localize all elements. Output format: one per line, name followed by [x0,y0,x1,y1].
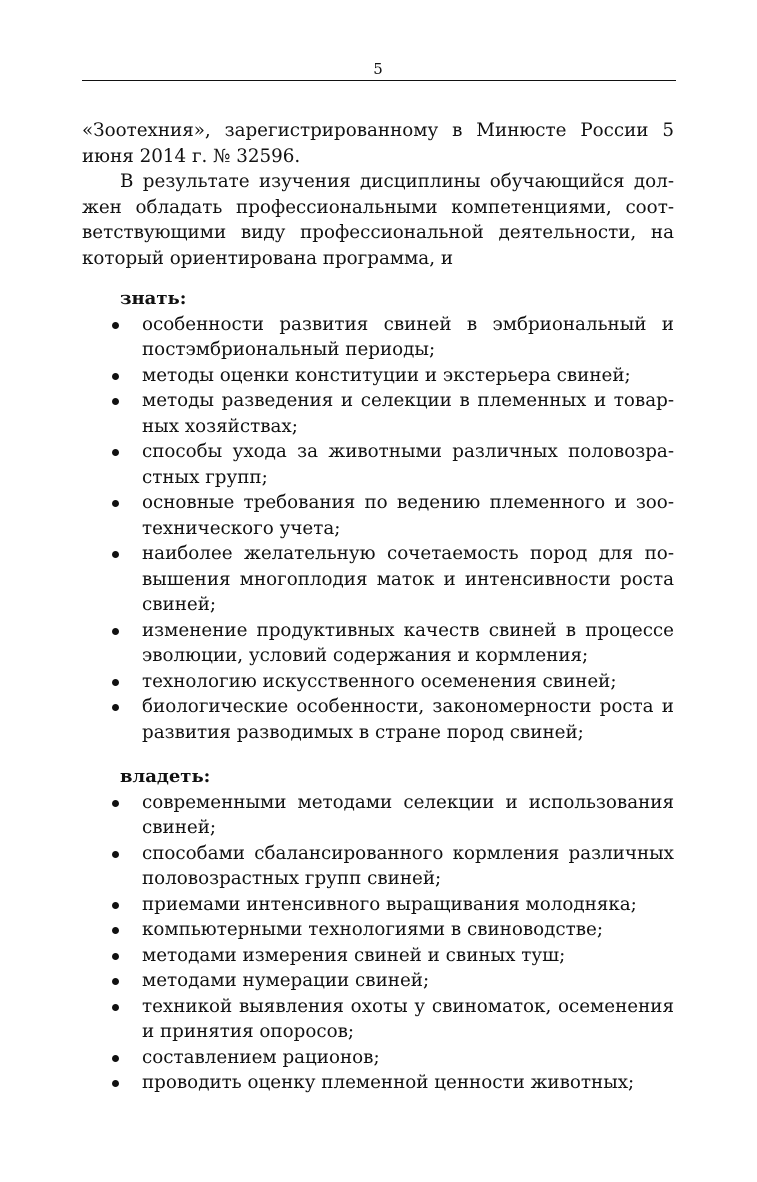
know-list [82,312,674,746]
bullet-icon [112,800,119,807]
list-item-text: приемами интенсивного выращивания молодняка; [142,893,637,915]
list-item [82,490,674,541]
bullet-icon [112,500,119,507]
list-item [82,363,674,389]
master-list [82,790,674,1096]
list-item-text: методами нумерации свиней; [142,970,430,991]
intro-paragraph: В результате изучения дисциплины обучающийся должен обладать профессиональными компетенциями, соответствующими виду профессиональной деятельности, на который ориентирована программа, и [82,171,674,269]
list-item [82,943,674,969]
bullet-icon [112,902,119,909]
bullet-icon [112,978,119,985]
bullet-icon [112,1080,119,1087]
bullet-icon [112,927,119,934]
bullet-icon [112,398,119,405]
intro-paragraph-continuation: «Зоотехния», зарегистрированному в Минюсте России 5 июня 2014 г. № 32596. [82,120,674,167]
list-item [82,439,674,490]
list-item-text: изменение продуктивных качеств свиней в процессе эволюции, условий содержания и кормления; [142,619,674,666]
list-item-text: наиболее желательную сочетаемость пород для повышения многоплодия маток и интенсивности роста свиней; [142,543,674,615]
list-item [82,892,674,918]
list-item-text: современными методами селекции и использования свиней; [142,791,674,838]
list-item-text: компьютерными технологиями в свиноводстве; [142,919,604,940]
bullet-icon [112,1004,119,1011]
list-item-text: техникой выявления охоты у свиноматок, осеменения и принятия опоросов; [142,995,674,1042]
master-heading: владеть: [120,766,211,787]
bullet-icon [112,373,119,380]
bullet-icon [112,679,119,686]
list-item [82,669,674,695]
bullet-icon [112,704,119,711]
page-number: 5 [373,60,383,78]
list-item [82,841,674,892]
list-item [82,968,674,994]
list-item [82,1070,674,1096]
list-item-text: методами измерения свиней и свиных туш; [142,944,566,966]
bullet-icon [112,953,119,960]
list-item-text: проводить оценку племенной ценности животных; [142,1072,635,1093]
list-item-text: составлением рационов; [142,1046,380,1068]
list-item-text: способами сбалансированного кормления различных половозрастных групп свиней; [142,842,674,889]
know-heading: знать: [120,288,187,309]
body-text [82,118,674,1096]
header-rule [82,80,676,81]
bullet-icon [112,449,119,456]
list-item-text: технологию искусственного осеменения свиней; [142,670,617,692]
list-item [82,994,674,1045]
list-item [82,312,674,363]
list-item [82,790,674,841]
bullet-icon [112,551,119,558]
list-item-text: основные требования по ведению племенного и зоотехнического учета; [142,492,674,539]
bullet-icon [112,628,119,635]
list-item-text: методы оценки конституции и экстерьера свиней; [142,364,631,386]
list-item [82,541,674,618]
list-item-text: методы разведения и селекции в племенных и товарных хозяйствах; [142,390,674,437]
list-item [82,618,674,669]
list-item-text: биологические особенности, закономерности роста и развития разводимых в стране пород свиней; [142,696,674,743]
list-item-text: способы ухода за животными различных половозрастных групп; [142,441,674,488]
list-item [82,388,674,439]
list-item [82,1045,674,1071]
list-item [82,694,674,745]
bullet-icon [112,851,119,858]
list-item [82,917,674,943]
bullet-icon [112,322,119,329]
bullet-icon [112,1055,119,1062]
list-item-text: особенности развития свиней в эмбриональный и постэмбриональный периоды; [142,313,674,360]
